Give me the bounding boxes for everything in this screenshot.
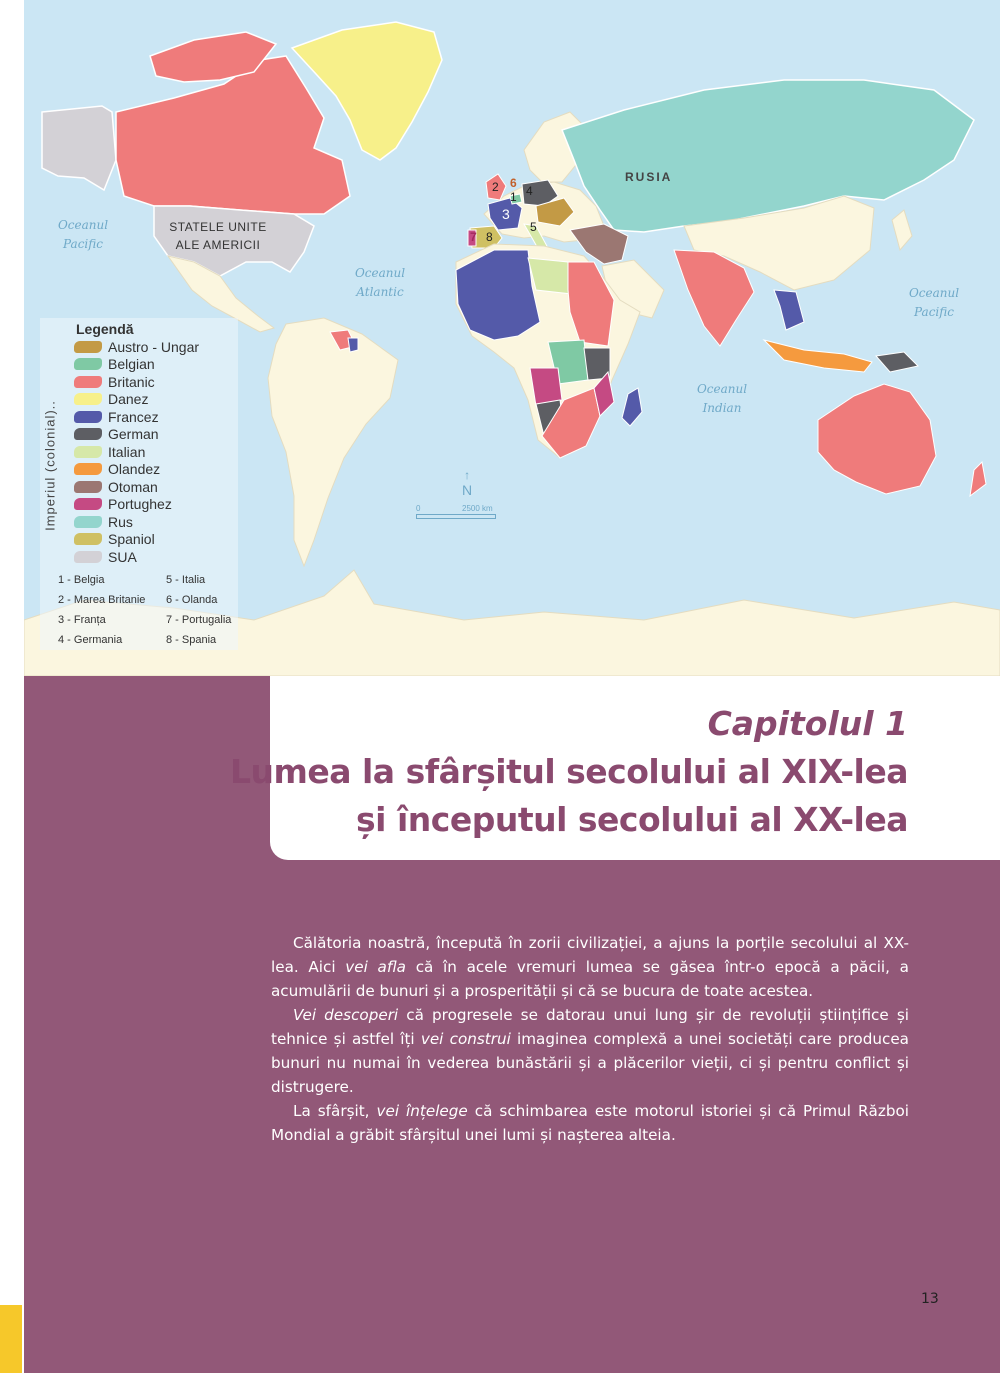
new-guinea-shape <box>876 352 918 372</box>
country-number-1: 1 <box>510 190 517 204</box>
legend-item <box>74 391 148 408</box>
legend-label: Britanic <box>108 373 155 390</box>
madagascar-shape <box>622 388 642 426</box>
country-number-6: 6 <box>510 176 517 190</box>
key-item-germania: 4 - Germania <box>58 634 123 646</box>
intro-text: că progresele se datorau unui lung șir de revoluții științifice și tehnice și astfel îți <box>271 1006 909 1048</box>
usa-label <box>156 218 280 254</box>
intro-paragraph <box>271 931 909 1003</box>
country-number-8: 8 <box>486 230 493 244</box>
ocean-name: Atlantic <box>356 285 404 299</box>
legend-item <box>74 356 155 373</box>
intro-text: La sfârșit, <box>293 1102 377 1120</box>
legend-title: Legendă <box>76 321 134 337</box>
country-number-7: 7 <box>470 230 477 244</box>
legend-label: German <box>108 426 159 442</box>
legend-item <box>74 513 133 530</box>
north-arrow-icon: ↑ <box>464 468 471 482</box>
legend-swatch <box>74 516 102 528</box>
key-item-portugalia: 7 - Portugalia <box>166 614 232 626</box>
map-legend <box>40 318 238 650</box>
ocean-label-indian <box>684 380 760 418</box>
ocean-name: Oceanul <box>908 286 960 300</box>
legend-item <box>74 478 158 495</box>
legend-label: Italian <box>108 443 146 460</box>
ocean-name: Indian <box>702 401 742 415</box>
country-number-3: 3 <box>502 206 510 222</box>
intro-emphasis: vei construi <box>420 1030 511 1048</box>
key-item-marea-britanie: 2 - Marea Britanie <box>58 594 146 606</box>
page-number: 13 <box>921 1291 939 1307</box>
legend-label: Rus <box>108 513 133 530</box>
legend-swatch <box>74 463 102 475</box>
page-edge-tab <box>0 1305 22 1373</box>
ocean-name: Oceanul <box>354 266 406 280</box>
legend-label: Olandez <box>108 461 161 477</box>
chapter-label: Capitolul 1 <box>707 704 908 743</box>
legend-label: Austro - Ungar <box>108 338 200 355</box>
indochina-shape <box>774 290 804 330</box>
legend-item <box>74 496 172 513</box>
australia-shape <box>818 384 936 494</box>
scale-end: 2500 km <box>462 504 493 513</box>
scale-line <box>416 514 496 519</box>
legend-item <box>74 373 155 390</box>
chapter-intro <box>271 931 909 1147</box>
russia-label: RUSIA <box>625 170 673 184</box>
intro-emphasis: Vei descoperi <box>293 1006 399 1024</box>
intro-emphasis: vei afla <box>345 958 406 976</box>
legend-label: Otoman <box>108 478 158 495</box>
legend-label: Spaniol <box>108 531 155 547</box>
alaska-shape <box>42 106 116 190</box>
key-item-italia: 5 - Italia <box>166 574 206 586</box>
french-africa-shape <box>456 250 540 340</box>
country-number-4: 4 <box>526 184 533 198</box>
ocean-label-pacific-west <box>48 216 118 254</box>
legend-swatch <box>74 376 102 388</box>
country-number-5: 5 <box>530 220 537 234</box>
canada-shape <box>116 56 350 214</box>
legend-item <box>74 461 160 478</box>
japan-shape <box>892 210 912 250</box>
legend-label: SUA <box>108 548 137 565</box>
legend-item <box>74 426 159 443</box>
legend-item <box>74 408 159 425</box>
legend-swatch <box>74 498 102 510</box>
french-guiana-shape <box>348 338 358 352</box>
intro-paragraph <box>271 1099 909 1147</box>
key-item-olanda: 6 - Olanda <box>166 594 218 606</box>
russia-shape <box>562 80 974 232</box>
legend-label: Francez <box>108 408 159 425</box>
legend-swatch <box>74 393 102 405</box>
key-item-belgia: 1 - Belgia <box>58 574 105 586</box>
legend-swatch <box>74 358 102 370</box>
scale-bar <box>416 504 496 519</box>
intro-text: că în acele vremuri lumea se găsea într-o epocă a păcii, a acumulării de bunuri și a prosperității și că se bucura de toate acestea. <box>271 958 909 1000</box>
intro-text: Călătoria noastră, începută în zorii civilizației, a ajuns la porțile secolului al XX-lea. Aici <box>271 934 909 976</box>
legend-swatch <box>74 428 102 440</box>
south-america-shape <box>268 318 398 566</box>
chapter-title-line-1: Lumea la sfârșitul secolului al XIX-lea <box>229 752 908 791</box>
chapter-title-line-2: și începutul secolului al XX-lea <box>356 800 908 839</box>
ocean-name: Oceanul <box>696 382 748 396</box>
new-zealand-shape <box>970 462 986 496</box>
legend-label: Belgian <box>108 356 155 372</box>
legend-swatch <box>74 533 102 545</box>
usa-label-line: ALE AMERICII <box>175 238 261 252</box>
legend-vertical-title: Imperiul (colonial).. <box>42 400 58 531</box>
intro-paragraph <box>271 1003 909 1099</box>
north-letter: N <box>462 482 473 498</box>
intro-text: că schimbarea este motorul istoriei și că Primul Război Mondial a grăbit sfârșitul unei lumi și nașterea alteia. <box>271 1102 909 1144</box>
legend-swatch <box>74 411 102 423</box>
legend-label: Portughez <box>108 496 172 512</box>
legend-item <box>74 548 137 565</box>
legend-swatch <box>74 551 102 563</box>
north-arrow <box>462 468 472 498</box>
legend-swatch <box>74 481 102 493</box>
indonesia-shape <box>764 340 872 372</box>
ocean-name: Pacific <box>63 237 103 251</box>
intro-emphasis: vei înțelege <box>376 1102 468 1120</box>
legend-swatch <box>74 341 102 353</box>
legend-label: Danez <box>108 391 149 407</box>
legend-item <box>74 443 145 460</box>
key-item-spania: 8 - Spania <box>166 634 217 646</box>
page-margin <box>0 0 24 1373</box>
key-item-franta: 3 - Franța <box>58 614 106 626</box>
country-number-2: 2 <box>492 180 499 194</box>
ocean-label-atlantic <box>340 264 420 302</box>
usa-label-line: STATELE UNITE <box>169 220 267 234</box>
intro-text: imaginea complexă a unei societăți care producea bunuri nu numai în vederea bunăstării și a plăcerilor vieții, ci și pentru conflict și distrugere. <box>271 1030 909 1096</box>
scale-start: 0 <box>416 504 421 513</box>
legend-swatch <box>74 446 102 458</box>
ocean-label-pacific-east <box>894 284 974 322</box>
legend-item <box>74 338 199 355</box>
ocean-name: Oceanul <box>57 218 109 232</box>
legend-item <box>74 531 155 548</box>
ocean-name: Pacific <box>914 305 954 319</box>
